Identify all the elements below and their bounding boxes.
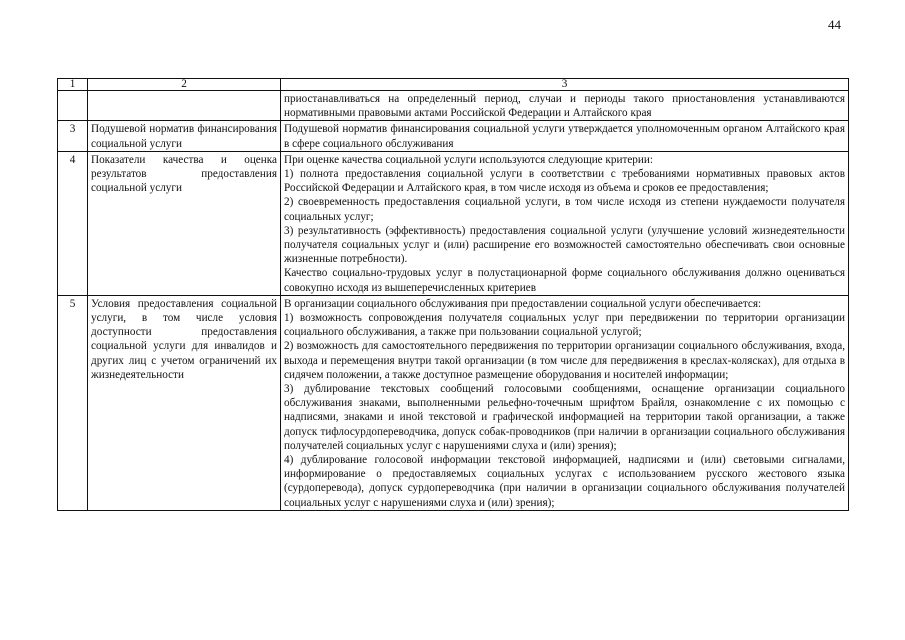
row-paragraph: 3) дублирование текстовых сообщений голосовыми сообщениями, оснащение организации социального обслуживания знаками, выполненными рельефно-точечным шрифтом Брайля, ознакомление с их помощью с надписями, знаками и иной текстовой и графической информацией на территории такой организации, а также допуск тифлосурдопереводчика, допуск собак-проводников (при наличии в организации социального обслуживания получателей социальных услуг с нарушениями слуха и (или) зрения); bbox=[284, 383, 845, 452]
row-paragraph: 2) возможность для самостоятельного передвижения по территории организации социального обслуживания, входа, выхода и перемещения внутри такой организации (в том числе для передвижения в креслах-колясках), для отдыха в сидячем положении, а также доступное размещение оборудования и носителей информации; bbox=[284, 340, 845, 381]
table-row bbox=[58, 121, 849, 151]
row-name: Условия предоставления социальной услуги, в том числе условия доступности предоставления социальной услуги для инвалидов и других лиц с учетом ограничений их жизнедеятельности bbox=[88, 295, 281, 510]
row-paragraph: 4) дублирование голосовой информации текстовой информацией, надписями и (или) световыми сигналами, информирование о предоставляемых социальных услугах с использованием русского жестового языка (сурдоперевода), допуск сурдопереводчика (при наличии в организации социального обслуживания получателей социальных услуг с нарушениями слуха и (или) зрения); bbox=[284, 454, 845, 509]
table-row bbox=[58, 91, 849, 121]
row-name bbox=[88, 91, 281, 121]
row-paragraph: 2) своевременность предоставления социальной услуги, в том числе исходя из степени нуждаемости получателя социальных услуг; bbox=[284, 196, 845, 223]
row-number: 4 bbox=[58, 151, 88, 295]
table-row bbox=[58, 295, 849, 510]
row-paragraph: В организации социального обслуживания при предоставлении социальной услуги обеспечивается: bbox=[284, 297, 762, 310]
row-description bbox=[281, 91, 849, 121]
row-paragraph: приостанавливаться на определенный период, случаи и периоды такого приостановления устанавливаются нормативными правовыми актами Российской Федерации и Алтайского края bbox=[284, 93, 845, 120]
header-cell-1: 1 bbox=[58, 79, 88, 91]
row-number: 3 bbox=[58, 121, 88, 151]
row-number bbox=[58, 91, 88, 121]
header-cell-3: 3 bbox=[281, 79, 849, 91]
row-name: Показатели качества и оценка результатов предоставления социальной услуги bbox=[88, 151, 281, 295]
table-header-row bbox=[58, 79, 849, 91]
row-description bbox=[281, 121, 849, 151]
row-paragraph: Качество социально-трудовых услуг в полустационарной форме социального обслуживания должно оцениваться совокупно исходя из вышеперечисленных критериев bbox=[284, 267, 845, 294]
row-paragraph: 3) результативность (эффективность) предоставления социальной услуги (улучшение условий жизнедеятельности получателя социальных услуг и (или) расширение его возможностей самостоятельно обеспечивать свои основные жизненные потребности). bbox=[284, 224, 845, 266]
row-description bbox=[281, 295, 849, 510]
services-table bbox=[57, 78, 849, 511]
row-paragraph: 1) возможность сопровождения получателя социальных услуг при передвижении по территории организации социального обслуживания, а также при пользовании социальной услугой; bbox=[284, 312, 845, 339]
table-row bbox=[58, 151, 849, 295]
row-description bbox=[281, 151, 849, 295]
row-paragraph: 1) полнота предоставления социальной услуги в соответствии с требованиями нормативных правовых актов Российской Федерации и Алтайского края, в том числе исходя из объема и сроков ее предоставления; bbox=[284, 168, 845, 195]
row-number: 5 bbox=[58, 295, 88, 510]
row-paragraph: При оценке качества социальной услуги используются следующие критерии: bbox=[284, 153, 653, 166]
page-number: 44 bbox=[828, 17, 841, 32]
row-name: Подушевой норматив финансирования социальной услуги bbox=[88, 121, 281, 151]
row-paragraph: Подушевой норматив финансирования социальной услуги утверждается уполномоченным органом Алтайского края в сфере социального обслуживания bbox=[284, 123, 845, 150]
header-cell-2: 2 bbox=[88, 79, 281, 91]
